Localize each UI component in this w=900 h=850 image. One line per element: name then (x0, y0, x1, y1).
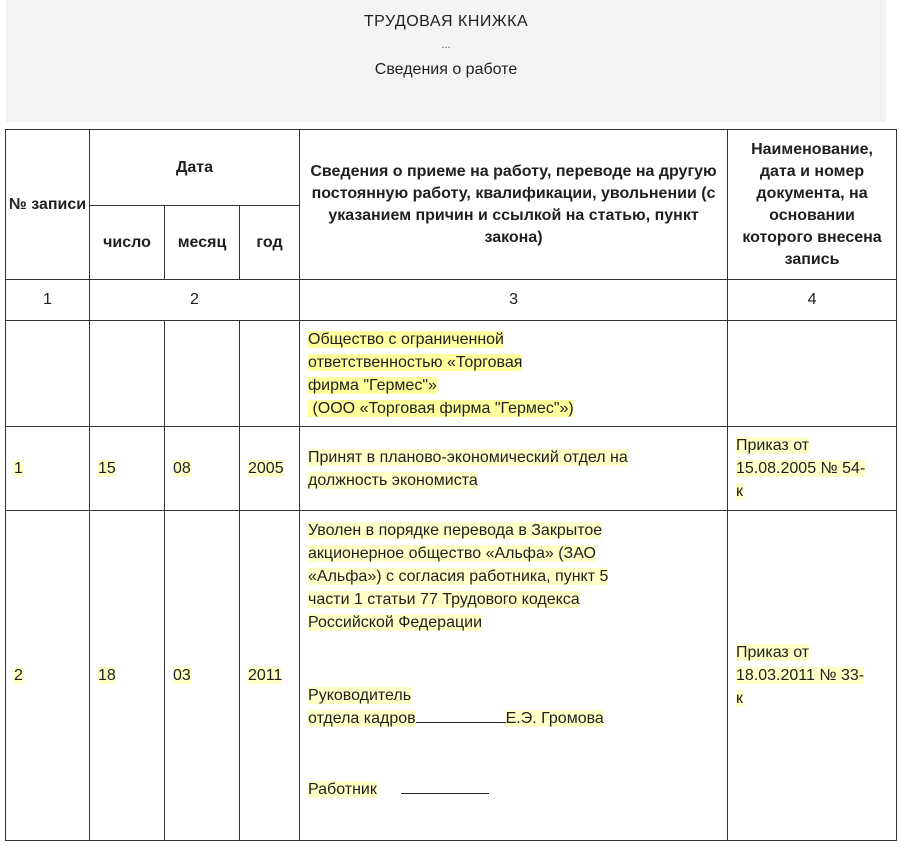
record-document (728, 511, 897, 841)
doc-line: 15.08.2005 № 54- (736, 460, 866, 477)
info-line: «Альфа») с согласия работника, пункт 5 (308, 568, 609, 585)
doc-line: к (736, 483, 744, 500)
record-info (300, 427, 728, 511)
doc-line: 18.03.2011 № 33- (736, 667, 865, 684)
info-line: Российской Федерации (308, 614, 482, 631)
table-row-org (6, 321, 897, 427)
column-number: 3 (300, 280, 728, 321)
record-year: 2011 (248, 666, 283, 684)
col-header-record-no: № записи (6, 130, 90, 280)
col-header-info: Сведения о приеме на работу, переводе на другую постоянную работу, квалификации, увольнении (с указанием причин и ссылкой на статью, пункт закона) (300, 130, 728, 280)
org-line: Общество с ограниченной (308, 330, 504, 348)
column-number-row (6, 280, 897, 321)
col-header-day: число (90, 206, 165, 280)
info-line: части 1 статьи 77 Трудового кодекса (308, 591, 580, 608)
ellipsis: ... (441, 39, 451, 51)
record-day: 18 (98, 666, 116, 684)
info-line: должность экономиста (308, 471, 478, 489)
org-line: ответственностью «Торговая (308, 353, 523, 371)
col-header-month: месяц (165, 206, 240, 280)
org-name-cell (300, 321, 728, 427)
info-line: Уволен в порядке перевода в Закрытое (308, 522, 603, 539)
record-no: 2 (14, 666, 23, 684)
col-header-year: год (240, 206, 300, 280)
info-line: акционерное общество «Альфа» (ЗАО (308, 545, 596, 562)
org-line: (ООО «Торговая фирма "Гермес"») (308, 399, 574, 417)
doc-line: Приказ от (736, 437, 810, 454)
work-record-table (5, 129, 897, 841)
doc-line: Приказ от (736, 644, 810, 661)
record-month: 08 (173, 459, 191, 477)
signatory-role: Руководитель (308, 687, 412, 704)
col-header-document: Наименование, дата и номер документа, на основании которого внесена запись (728, 130, 897, 280)
record-document (728, 427, 897, 511)
worker-signature-line (401, 779, 489, 794)
signatory-name: Е.Э. Громова (505, 710, 604, 727)
worker-label: Работник (308, 781, 377, 798)
record-year: 2005 (248, 459, 284, 477)
record-no: 1 (14, 459, 23, 477)
record-info (300, 511, 728, 841)
document-header (6, 0, 886, 122)
col-header-date: Дата (90, 130, 300, 206)
record-day: 15 (98, 459, 116, 477)
record-month: 03 (173, 666, 191, 684)
column-number: 4 (728, 280, 897, 321)
worker-signature (308, 778, 719, 801)
section-subtitle: Сведения о работе (374, 61, 518, 78)
column-number: 1 (6, 280, 90, 321)
document-title: ТРУДОВАЯ КНИЖКА (363, 13, 529, 30)
info-line: Принят в планово-экономический отдел на (308, 448, 628, 466)
org-line: фирма "Гермес"» (308, 376, 437, 394)
signatory-role: отдела кадров (308, 710, 416, 727)
table-row (6, 427, 897, 511)
signature-line (416, 708, 506, 723)
signature-block (308, 684, 719, 730)
table-row (6, 511, 897, 841)
doc-line: к (736, 690, 744, 707)
column-number: 2 (90, 280, 300, 321)
